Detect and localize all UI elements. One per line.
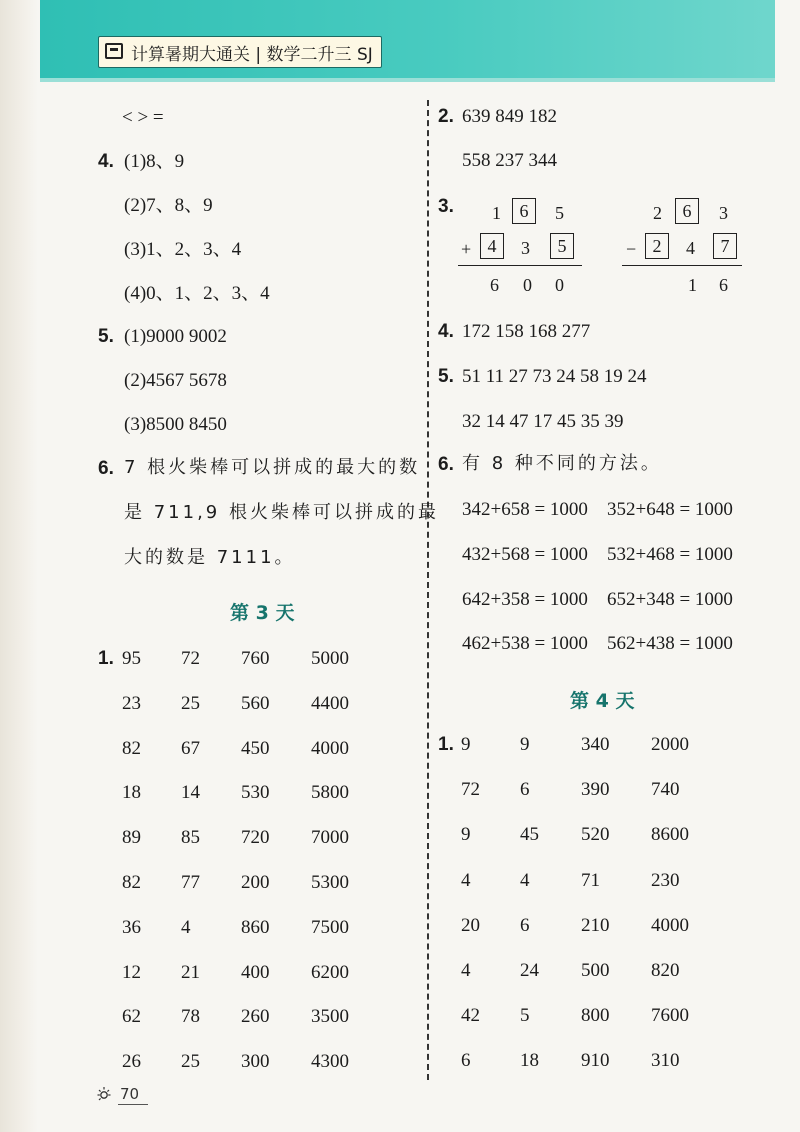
grid-cell: 95: [122, 648, 141, 669]
add-bottom-box: [480, 233, 504, 259]
grid-cell: 260: [241, 1006, 270, 1028]
grid-cell: 7600: [651, 1005, 689, 1027]
q4-item: (1)8、9: [124, 151, 185, 172]
footer-rule: [118, 1104, 148, 1105]
equation: 342+658 = 1000: [462, 499, 588, 520]
equation: 462+538 = 1000: [462, 633, 588, 654]
equation: 642+358 = 1000: [462, 589, 588, 610]
grid-cell: 14: [181, 782, 200, 804]
grid-cell: 78: [181, 1006, 200, 1028]
sub-result-rule: [622, 265, 742, 266]
r-q2-line: 558 237 344: [462, 150, 557, 171]
q6-text-line: 7 根火柴棒可以拼成的最大的数: [124, 457, 421, 478]
equation: 532+468 = 1000: [607, 544, 733, 565]
r-q6-label: 6.: [438, 454, 454, 475]
grid-cell: 300: [241, 1051, 270, 1073]
q5-label: 5.: [98, 326, 114, 347]
grid-cell: 9: [461, 734, 471, 755]
grid-cell: 12: [122, 961, 141, 983]
grid-cell: 4: [461, 960, 471, 981]
grid-cell: 36: [122, 916, 141, 938]
sub-bottom-box: [713, 233, 737, 259]
header-strip: [40, 78, 775, 82]
grid-cell: 42: [461, 1005, 480, 1027]
column-divider: [427, 100, 429, 1080]
grid-cell: 230: [651, 869, 680, 891]
grid-cell: 25: [181, 1051, 200, 1073]
grid-cell: 500: [581, 960, 610, 981]
add-bottom-digit: 3: [521, 238, 530, 258]
equation: 562+438 = 1000: [607, 633, 733, 654]
grid-cell: 760: [241, 648, 270, 669]
sub-bottom-digit: 4: [686, 238, 695, 258]
grid-cell: 26: [122, 1051, 141, 1073]
add-bottom-box: [550, 233, 574, 259]
grid-cell: 6: [461, 1050, 471, 1072]
grid-cell: 4: [461, 869, 471, 891]
add-top-digit: 5: [555, 203, 564, 223]
grid-cell: 72: [181, 648, 200, 669]
grid-cell: 720: [241, 827, 270, 849]
grid-cell: 21: [181, 961, 200, 983]
r-q4-label: 4.: [438, 321, 454, 342]
grid-cell: 820: [651, 960, 680, 981]
grid-cell: 4000: [311, 737, 349, 759]
add-result-digit: 0: [523, 275, 532, 295]
grid-cell: 20: [461, 914, 480, 936]
q5-item: (3)8500 8450: [124, 414, 227, 435]
grid-cell: 23: [122, 692, 141, 714]
equation: 352+648 = 1000: [607, 499, 733, 520]
grid-label: 1.: [438, 734, 454, 755]
grid-cell: 310: [651, 1050, 680, 1072]
grid-cell: 2000: [651, 734, 689, 755]
grid-cell: 82: [122, 872, 141, 893]
grid-cell: 85: [181, 827, 200, 849]
grid-cell: 4: [181, 916, 191, 938]
grid-cell: 6: [520, 779, 530, 801]
sub-result-digit: 6: [719, 275, 728, 295]
sub-top-boxed-digit: 6: [682, 200, 692, 221]
r-q4-line: 172 158 168 277: [462, 321, 591, 342]
r-q2-label: 2.: [438, 106, 454, 127]
r-q5-label: 5.: [438, 366, 454, 387]
book-title: 计算暑期大通关 | 数学二升三 SJ: [131, 44, 373, 65]
grid-label: 1.: [98, 648, 114, 669]
sub-result-digit: 1: [688, 275, 697, 295]
q4-item: (4)0、1、2、3、4: [124, 283, 270, 304]
grid-cell: 72: [461, 779, 480, 801]
sub-top-digit: 2: [653, 203, 662, 223]
grid-cell: 3500: [311, 1006, 349, 1028]
grid-cell: 67: [181, 737, 200, 759]
sub-top-box: [675, 198, 699, 224]
grid-cell: 6: [520, 914, 530, 936]
sun-icon: [96, 1086, 112, 1102]
grid-cell: 390: [581, 779, 610, 801]
q5-item: (1)9000 9002: [124, 326, 227, 347]
grid-cell: 9: [520, 734, 530, 755]
grid-cell: 520: [581, 824, 610, 846]
plus-sign: +: [461, 239, 472, 259]
book-icon: [105, 43, 123, 59]
q6-text-line: 大的数是 7111。: [124, 547, 296, 568]
r-q3-label: 3.: [438, 196, 454, 217]
grid-cell: 4300: [311, 1051, 349, 1073]
grid-cell: 4400: [311, 692, 349, 714]
add-bottom-boxed-digit: 4: [487, 235, 497, 256]
sub-bottom-box: [645, 233, 669, 259]
sub-bottom-boxed-digit: 7: [720, 235, 730, 256]
sub-bottom-boxed-digit: 2: [652, 235, 662, 256]
book-title-box: [98, 36, 382, 68]
grid-cell: 560: [241, 692, 270, 714]
grid-cell: 24: [520, 960, 539, 981]
grid-cell: 450: [241, 737, 270, 759]
r-q6-intro: 有 8 种不同的方法。: [462, 453, 662, 474]
grid-cell: 5000: [311, 648, 349, 669]
grid-cell: 77: [181, 872, 200, 893]
grid-cell: 210: [581, 914, 610, 936]
q4-item: (2)7、8、9: [124, 195, 213, 216]
grid-cell: 62: [122, 1006, 141, 1028]
add-result-rule: [458, 265, 582, 266]
add-top-digit: 1: [492, 203, 501, 223]
grid-cell: 860: [241, 916, 270, 938]
add-result-digit: 6: [490, 275, 499, 295]
grid-cell: 25: [181, 692, 200, 714]
minus-sign: −: [626, 239, 637, 259]
grid-cell: 89: [122, 827, 141, 849]
grid-cell: 4000: [651, 914, 689, 936]
grid-cell: 200: [241, 872, 270, 893]
grid-cell: 45: [520, 824, 539, 846]
grid-cell: 6200: [311, 961, 349, 983]
q5-item: (2)4567 5678: [124, 370, 227, 391]
grid-cell: 910: [581, 1050, 610, 1072]
grid-cell: 740: [651, 779, 680, 801]
day3-heading: 第 3 天: [230, 602, 295, 624]
comparison-symbols: < > =: [122, 107, 164, 128]
grid-cell: 400: [241, 961, 270, 983]
r-q5-line: 51 11 27 73 24 58 19 24: [462, 366, 647, 387]
equation: 652+348 = 1000: [607, 589, 733, 610]
page-edge: [0, 0, 38, 1132]
grid-cell: 71: [581, 869, 600, 891]
r-q2-line: 639 849 182: [462, 106, 557, 127]
add-top-box: [512, 198, 536, 224]
grid-cell: 18: [520, 1050, 539, 1072]
q4-item: (3)1、2、3、4: [124, 239, 242, 260]
add-top-boxed-digit: 6: [519, 200, 529, 221]
grid-cell: 82: [122, 737, 141, 759]
q4-label: 4.: [98, 151, 114, 172]
grid-cell: 5800: [311, 782, 349, 804]
grid-cell: 4: [520, 869, 530, 891]
grid-cell: 9: [461, 824, 471, 846]
equation: 432+568 = 1000: [462, 544, 588, 565]
add-result-digit: 0: [555, 275, 564, 295]
q6-text-line: 是 711,9 根火柴棒可以拼成的最: [124, 502, 439, 523]
grid-cell: 18: [122, 782, 141, 804]
page-number: 70: [120, 1085, 140, 1103]
grid-cell: 5: [520, 1005, 530, 1027]
grid-cell: 530: [241, 782, 270, 804]
grid-cell: 5300: [311, 872, 349, 893]
q6-label: 6.: [98, 458, 114, 479]
grid-cell: 340: [581, 734, 610, 755]
grid-cell: 7500: [311, 916, 349, 938]
day4-heading: 第 4 天: [570, 690, 635, 712]
sub-top-digit: 3: [719, 203, 728, 223]
grid-cell: 800: [581, 1005, 610, 1027]
r-q5-line: 32 14 47 17 45 35 39: [462, 411, 624, 432]
add-bottom-boxed-digit: 5: [557, 235, 567, 256]
grid-cell: 8600: [651, 824, 689, 846]
grid-cell: 7000: [311, 827, 349, 849]
